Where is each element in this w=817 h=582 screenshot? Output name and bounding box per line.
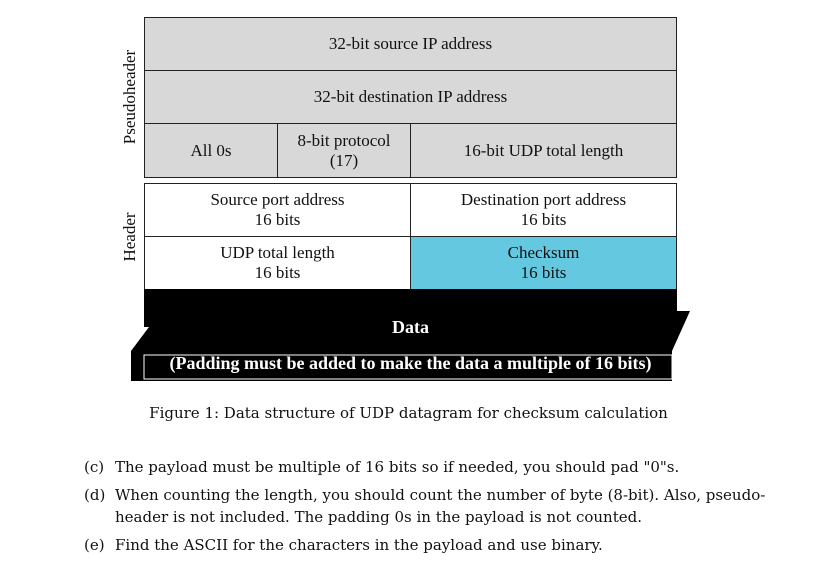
total-length-line1: UDP total length [220, 243, 335, 262]
pseudoheader-label: Pseudoheader [120, 49, 139, 145]
note-d-text: When counting the length, you should count the number of byte (8-bit). Also, pseudo- [115, 486, 766, 504]
source-ip-text: 32-bit source IP address [328, 34, 493, 53]
dest-ip-text: 32-bit destination IP address [313, 87, 508, 106]
dest-port-line1: Destination port address [460, 190, 627, 209]
checksum-line1: Checksum [507, 243, 580, 262]
source-port-line1: Source port address [210, 190, 345, 209]
padding-note: (Padding must be added to make the data a multiple of 16 bits) [169, 353, 652, 373]
dest-port-line2: 16 bits [520, 210, 567, 229]
all-zeros-field [144, 123, 278, 178]
source-port-field [144, 183, 411, 237]
protocol-text-line1: 8-bit protocol [297, 130, 391, 150]
note-e-label: (e) [84, 536, 105, 554]
total-length-line2: 16 bits [254, 263, 301, 282]
figure-caption: Figure 1: Data structure of UDP datagram for checksum calculation [149, 404, 668, 422]
protocol-field [277, 123, 411, 178]
total-length-field [144, 236, 411, 290]
all-zeros-text: All 0s [190, 140, 232, 160]
note-d [84, 484, 804, 528]
note-d-text-continued: header is not included. The padding 0s in the payload is not counted. [115, 508, 642, 526]
dest-port-field [410, 183, 677, 237]
note-e-text: Find the ASCII for the characters in the payload and use binary. [115, 536, 603, 554]
udp-length-field [410, 123, 677, 178]
note-c [84, 456, 804, 478]
checksum-field [410, 236, 677, 290]
source-port-line2: 16 bits [254, 210, 301, 229]
protocol-text-line2: (17) [329, 150, 359, 170]
note-c-text: The payload must be multiple of 16 bits so if needed, you should pad "0"s. [115, 458, 680, 476]
header-label: Header [120, 212, 139, 262]
note-e [84, 534, 804, 556]
dest-ip-field [144, 70, 677, 124]
checksum-line2: 16 bits [520, 263, 567, 282]
source-ip-field [144, 17, 677, 71]
udp-length-text: 16-bit UDP total length [463, 140, 624, 160]
data-title: Data [392, 317, 429, 337]
note-d-label: (d) [84, 486, 106, 504]
note-c-label: (c) [84, 458, 105, 476]
